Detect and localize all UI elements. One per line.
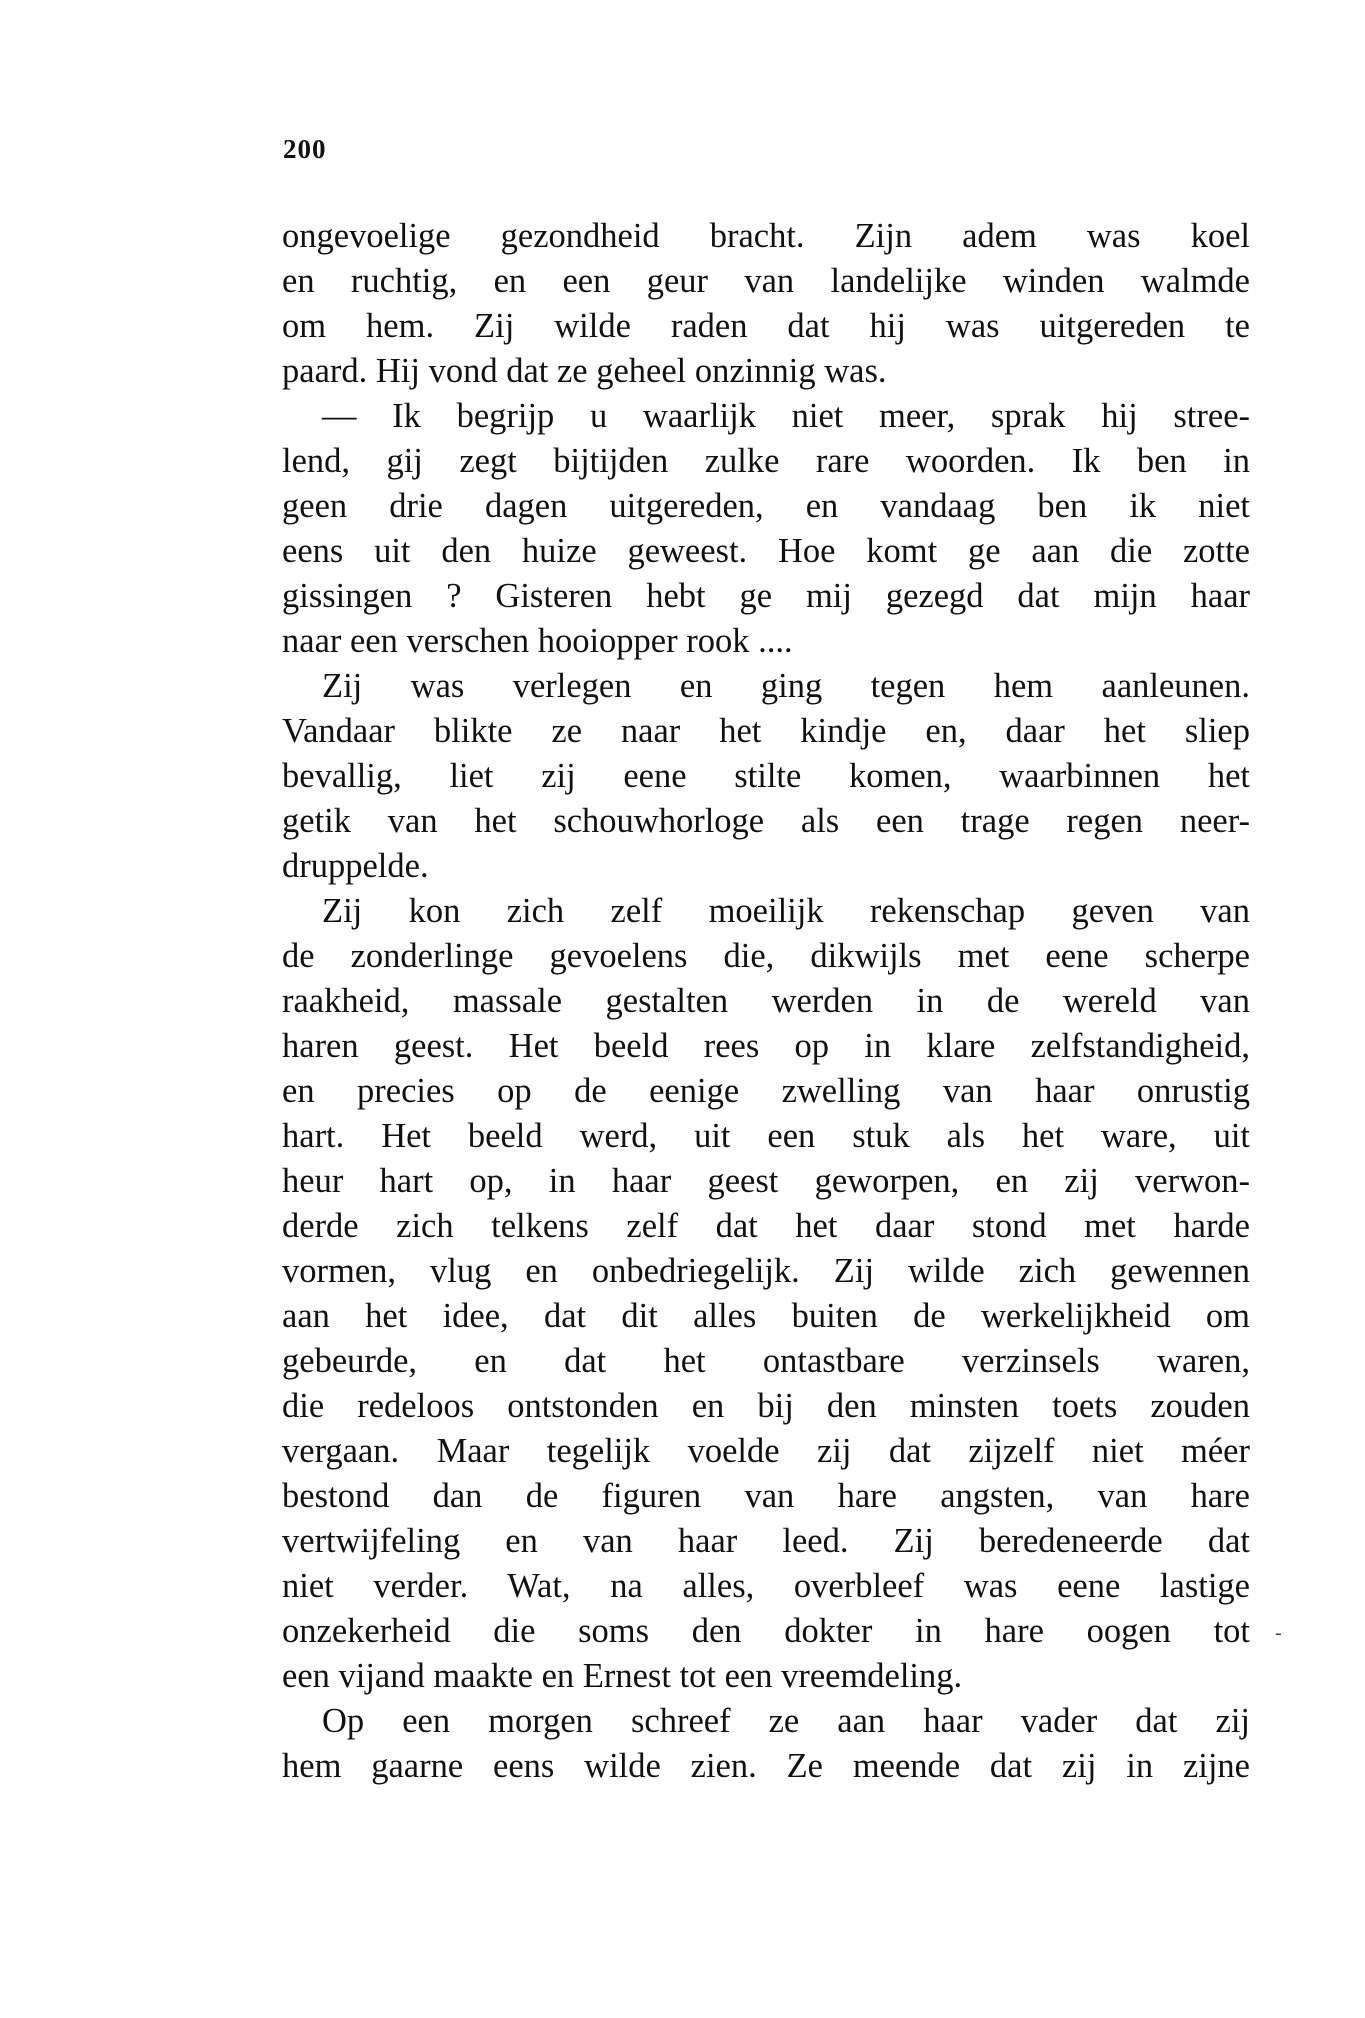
text-line: die redeloos ontstonden en bij den minsten toets zouden [282,1387,1250,1425]
text-line: aan het idee, dat dit alles buiten de werkelijkheid om [282,1297,1250,1335]
text-line: onzekerheid die soms den dokter in hare oogen tot [282,1612,1250,1650]
text-line: derde zich telkens zelf dat het daar stond met harde [282,1207,1250,1245]
text-line: naar een verschen hooiopper rook .... [282,622,793,660]
text-line: om hem. Zij wilde raden dat hij was uitgereden te [282,307,1250,345]
text-line: en precies op de eenige zwelling van haar onrustig [282,1072,1250,1110]
text-line: en ruchtig, en een geur van landelijke winden walmde [282,262,1250,300]
text-line: ongevoelige gezondheid bracht. Zijn adem was koel [282,217,1250,255]
text-line: de zonderlinge gevoelens die, dikwijls met eene scherpe [282,937,1250,975]
text-line: eens uit den huize geweest. Hoe komt ge aan die zotte [282,532,1250,570]
text-line: — Ik begrijp u waarlijk niet meer, sprak hij stree- [322,397,1250,435]
text-line: vormen, vlug en onbedriegelijk. Zij wilde zich gewennen [282,1252,1250,1290]
text-line: gissingen ? Gisteren hebt ge mij gezegd dat mijn haar [282,577,1250,615]
text-line: raakheid, massale gestalten werden in de wereld van [282,982,1250,1020]
text-line: Zij kon zich zelf moeilijk rekenschap geven van [322,892,1250,930]
margin-mark: - [1275,1622,1282,1644]
text-line: Zij was verlegen en ging tegen hem aanleunen. [322,667,1250,705]
text-line: hart. Het beeld werd, uit een stuk als het ware, uit [282,1117,1250,1155]
text-line: lend, gij zegt bijtijden zulke rare woorden. Ik ben in [282,442,1250,480]
text-line: vertwijfeling en van haar leed. Zij beredeneerde dat [282,1522,1250,1560]
text-line: hem gaarne eens wilde zien. Ze meende dat zij in zijne [282,1747,1250,1785]
text-line: vergaan. Maar tegelijk voelde zij dat zijzelf niet méer [282,1432,1250,1470]
text-line: Op een morgen schreef ze aan haar vader dat zij [322,1702,1250,1740]
text-line: een vijand maakte en Ernest tot een vreemdeling. [282,1657,963,1695]
text-line: bestond dan de figuren van hare angsten, van hare [282,1477,1250,1515]
text-line: geen drie dagen uitgereden, en vandaag ben ik niet [282,487,1250,525]
text-line: gebeurde, en dat het ontastbare verzinsels waren, [282,1342,1250,1380]
text-line: heur hart op, in haar geest geworpen, en zij verwon- [282,1162,1250,1200]
text-line: paard. Hij vond dat ze geheel onzinnig was. [282,352,887,390]
text-line: Vandaar blikte ze naar het kindje en, daar het sliep [282,712,1250,750]
text-line: niet verder. Wat, na alles, overbleef was eene lastige [282,1567,1250,1605]
text-line: getik van het schouwhorloge als een trage regen neer- [282,802,1250,840]
text-line: druppelde. [282,847,429,885]
body-text [282,214,1250,1789]
text-line: bevallig, liet zij eene stilte komen, waarbinnen het [282,757,1250,795]
page-number: 200 [283,134,327,164]
text-line: haren geest. Het beeld rees op in klare zelfstandigheid, [282,1027,1250,1065]
